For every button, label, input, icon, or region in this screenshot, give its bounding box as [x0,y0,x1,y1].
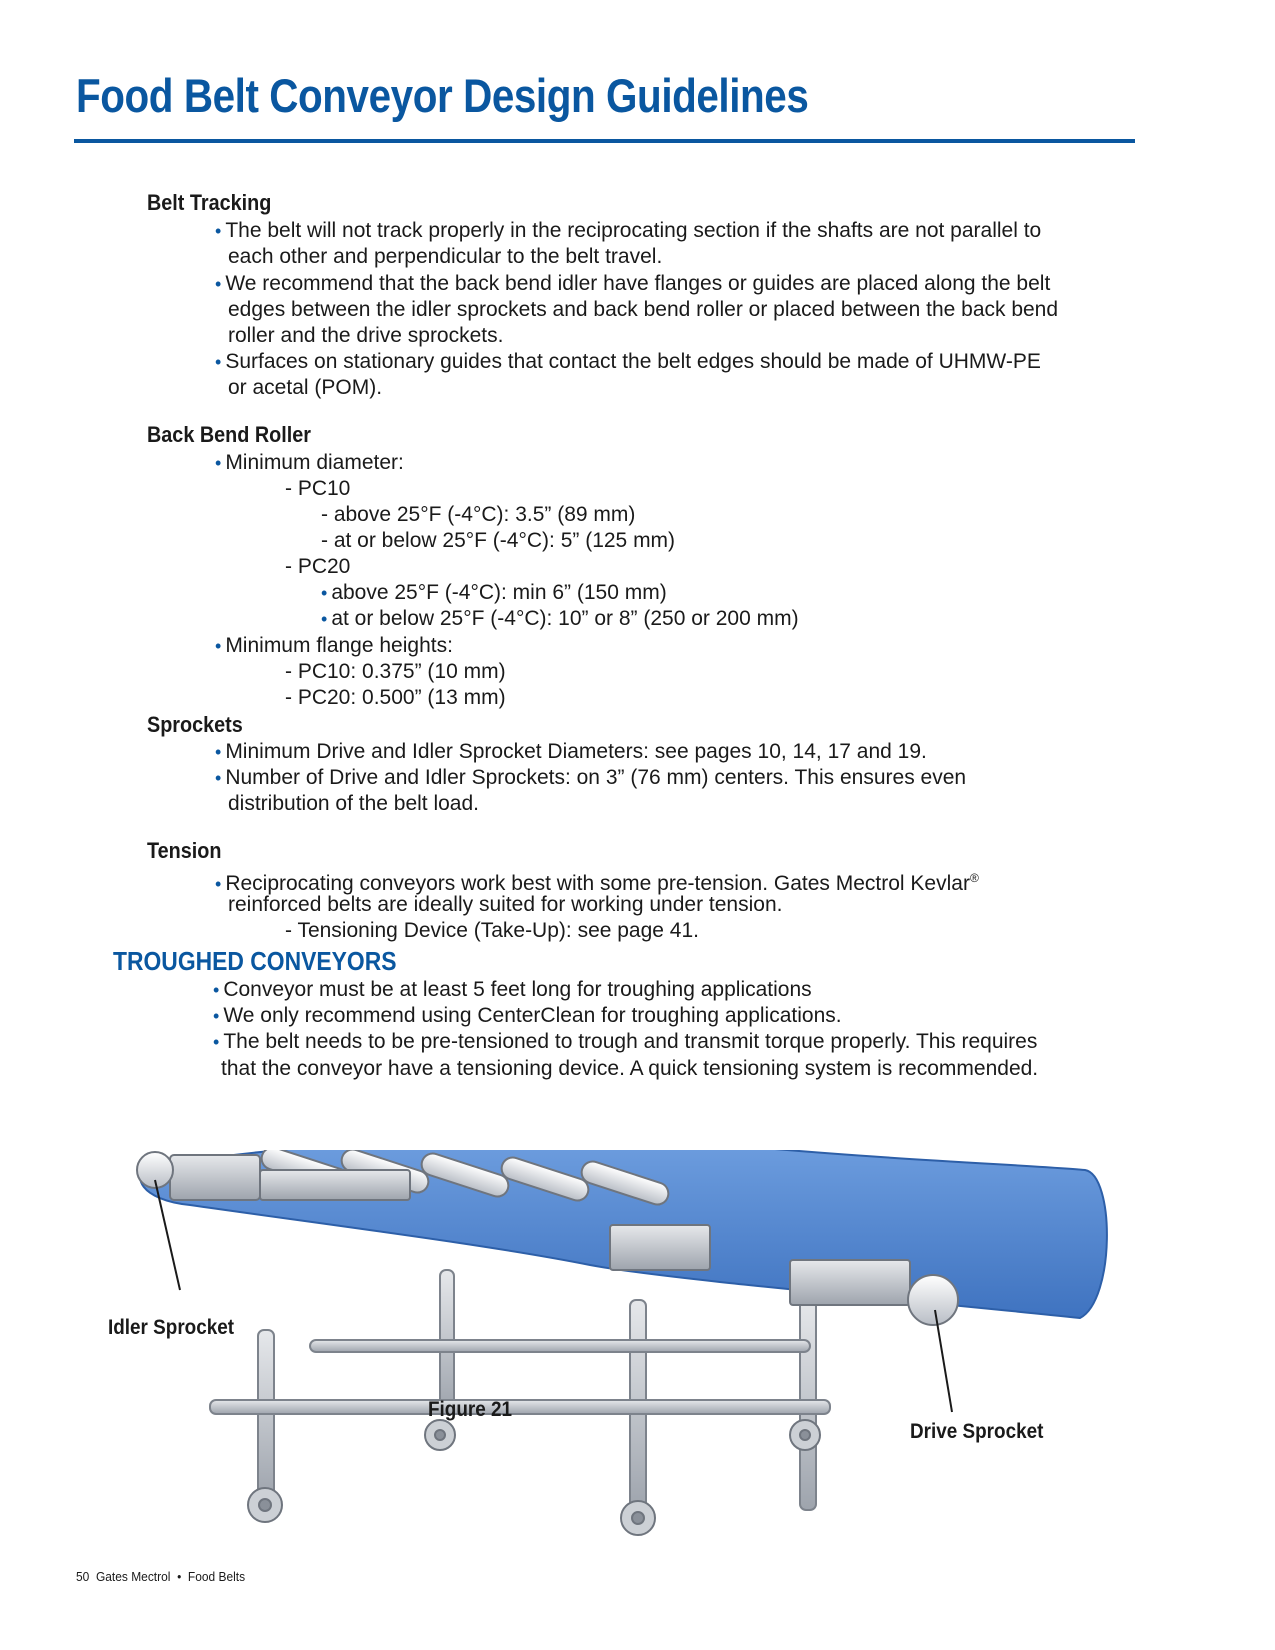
belt-tracking-text: roller and the drive sprockets. [228,324,504,347]
troughed-bullet-3: • The belt needs to be pre-tensioned to trough and transmit torque properly. This requires [213,1030,1038,1053]
conveyor-drawing [110,1150,1180,1545]
belt-tracking-text: or acetal (POM). [228,376,383,399]
bullet-icon: • [215,768,222,788]
footer-separator: • [177,1569,182,1584]
sprockets-bullet-2: • Number of Drive and Idler Sprockets: on 3” (76 mm) centers. This ensures even [215,766,967,789]
back-bend-roller-heading: Back Bend Roller [147,422,311,447]
frame-legs [210,1270,830,1510]
drive-sprocket-label: Drive Sprocket [910,1420,1044,1443]
belt-tracking-bullet-1: • The belt will not track properly in the reciprocating section if the shafts are not parallel to [215,219,1042,242]
tension-takeup: - Tensioning Device (Take-Up): see page 41. [285,919,700,942]
page-number: 50 [76,1569,90,1584]
back-bend-flange-pc10: - PC10: 0.375” (10 mm) [285,660,506,683]
bullet-icon: • [215,221,222,241]
bullet-icon: • [215,742,222,762]
back-bend-pc20-below: • at or below 25°F (-4°C): 10” or 8” (250 or 200 mm) [321,607,799,630]
bullet-icon: • [321,609,328,629]
figure-caption: Figure 21 [428,1398,513,1421]
bullet-icon: • [215,453,222,473]
belt-tracking-text: edges between the idler sprockets and back bend roller or placed between the back bend [228,298,1059,321]
page-footer [76,1569,245,1584]
back-bend-bullet-1: • Minimum diameter: [215,451,404,474]
troughed-text: that the conveyor have a tensioning device. A quick tensioning system is recommended. [221,1057,1039,1080]
bullet-icon: • [215,636,222,656]
bullet-icon: • [215,352,222,372]
drive-leader-line [935,1310,952,1412]
troughed-bullet-1: • Conveyor must be at least 5 feet long for troughing applications [213,978,812,1001]
bullet-icon: • [213,1006,220,1026]
idler-sprocket-label: Idler Sprocket [108,1316,235,1339]
tension-heading: Tension [147,838,222,863]
bullet-icon: • [215,274,222,294]
conveyor-illustration [110,1150,1180,1545]
belt-tracking-bullet-3: • Surfaces on stationary guides that contact the belt edges should be made of UHMW-PE [215,350,1041,373]
troughed-conveyors-heading: TROUGHED CONVEYORS [113,946,397,976]
back-bend-pc20: - PC20 [285,555,351,578]
belt-tracking-heading: Belt Tracking [147,190,272,215]
footer-section: Food Belts [187,1569,246,1584]
caster-wheels [248,1420,820,1535]
bullet-icon: • [213,1032,220,1052]
bullet-icon: • [215,874,222,894]
tension-bullet-1: • Reciprocating conveyors work best with some pre-tension. Gates Mectrol Kevlar® [215,871,979,895]
page-title: Food Belt Conveyor Design Guidelines [76,69,809,122]
troughed-bullet-2: • We only recommend using CenterClean for troughing applications. [213,1004,842,1027]
belt-tracking-text: each other and perpendicular to the belt travel. [228,245,663,268]
back-bend-flange-pc20: - PC20: 0.500” (13 mm) [285,686,506,709]
sprockets-bullet-1: • Minimum Drive and Idler Sprocket Diameters: see pages 10, 14, 17 and 19. [215,740,927,763]
tension-text: reinforced belts are ideally suited for working under tension. [228,893,783,916]
footer-brand: Gates Mectrol [95,1569,171,1584]
bullet-icon: • [321,583,328,603]
back-bend-bullet-2: • Minimum flange heights: [215,634,453,657]
back-bend-pc20-above: • above 25°F (-4°C): min 6” (150 mm) [321,581,667,604]
sprockets-text: distribution of the belt load. [228,792,479,815]
belt-tracking-bullet-2: • We recommend that the back bend idler have flanges or guides are placed along the belt [215,272,1051,295]
title-rule [74,139,1135,143]
sprockets-heading: Sprockets [147,712,243,737]
back-bend-pc10-below: - at or below 25°F (-4°C): 5” (125 mm) [321,529,676,552]
bullet-icon: • [213,980,220,1000]
registered-mark: ® [969,871,979,885]
back-bend-pc10-above: - above 25°F (-4°C): 3.5” (89 mm) [321,503,636,526]
back-bend-pc10: - PC10 [285,477,351,500]
